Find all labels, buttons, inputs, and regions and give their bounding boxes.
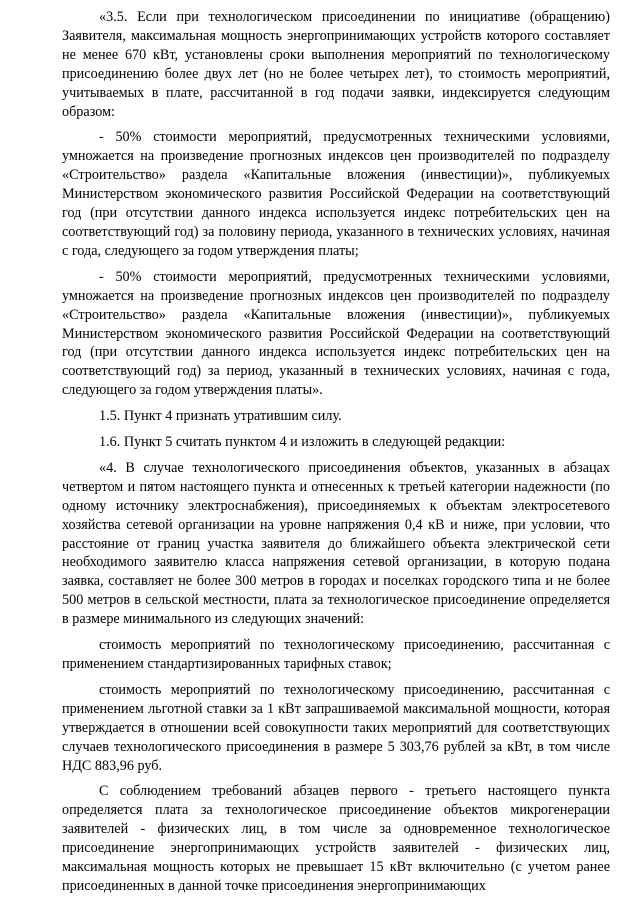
paragraph-preferential-rate: стоимость мероприятий по технологическому присоединению, рассчитанная с применением льготной ставки за 1 кВт запрашиваемой максимальной мощности, которая утверждается в отношении всей совокупности таких мероприятий для соответствующих случаев технологического присоединения в размере 5 303,76 рублей за кВт, в том числе НДС 883,96 руб. [62,681,610,774]
paragraph-1-6: 1.6. Пункт 5 считать пунктом 4 и изложить в следующей редакции: [99,434,506,451]
paragraph-standard-rates: стоимость мероприятий по технологическому присоединению, рассчитанная с применением стандартизированных тарифных ставок; [62,637,610,672]
paragraph-microgeneration: С соблюдением требований абзацев первого - третьего настоящего пункта определяется плата за технологическое присоединение объектов микрогенерации заявителей - физических лиц, в том числе за одновременное технологическое присоединение энергопринимающих устройств заявителей - физических лиц, максимальная мощность которых не превышает 15 кВт включительно (с учетом ранее присоединенных в данной точке присоединения энергопринимающих [62,783,610,894]
paragraph-half-period-indexation: - 50% стоимости мероприятий, предусмотренных техническими условиями, умножается на произведение прогнозных индексов цен производителей по подразделу «Строительство» раздела «Капитальные вложения (инвестиции)», публикуемых Министерством экономического развития Российской Федерации на соответствующий год (при отсутствии данного индекса используется индекс потребительских цен на соответствующий год) за половину периода, указанного в технических условиях, начиная с года, следующего за годом утверждения платы; [62,129,610,259]
paragraph-item-4: «4. В случае технологического присоединения объектов, указанных в абзацах четвертом и пятом настоящего пункта и отнесенных к третьей категории надежности (по одному источнику электроснабжения), присоединяемых к объектам электросетевого хозяйства сетевой организации на уровне напряжения 0,4 кВ и ниже, при условии, что расстояние от границ участка заявителя до ближайшего объекта электрической сети необходимого заявителю класса напряжения сетевой организации, в которую подана заявка, составляет не более 300 метров в городах и поселках городского типа и не более 500 метров в сельской местности, плата за технологическое присоединение определяется в размере минимального из следующих значений: [62,459,610,628]
document-page [62,8,610,898]
paragraph-3-5-indexation: «3.5. Если при технологическом присоединении по инициативе (обращению) Заявителя, максимальная мощность энергопринимающих устройств которого составляет не менее 670 кВт, установлены сроки выполнения мероприятий по технологическому присоединению более двух лет (но не более четырех лет), то стоимость мероприятий, учитываемых в плате, рассчитанной в год подачи заявки, индексируется следующим образом: [62,9,610,120]
paragraph-full-period-indexation: - 50% стоимости мероприятий, предусмотренных техническими условиями, умножается на произведение прогнозных индексов цен производителей по подразделу «Строительство» раздела «Капитальные вложения (инвестиции)», публикуемых Министерством экономического развития Российской Федерации на соответствующий год (при отсутствии данного индекса используется индекс потребительских цен на соответствующий год) за период, указанный в технических условиях, начиная с года, следующего за годом утверждения платы». [62,268,610,399]
paragraph-1-5: 1.5. Пункт 4 признать утратившим силу. [99,408,342,425]
